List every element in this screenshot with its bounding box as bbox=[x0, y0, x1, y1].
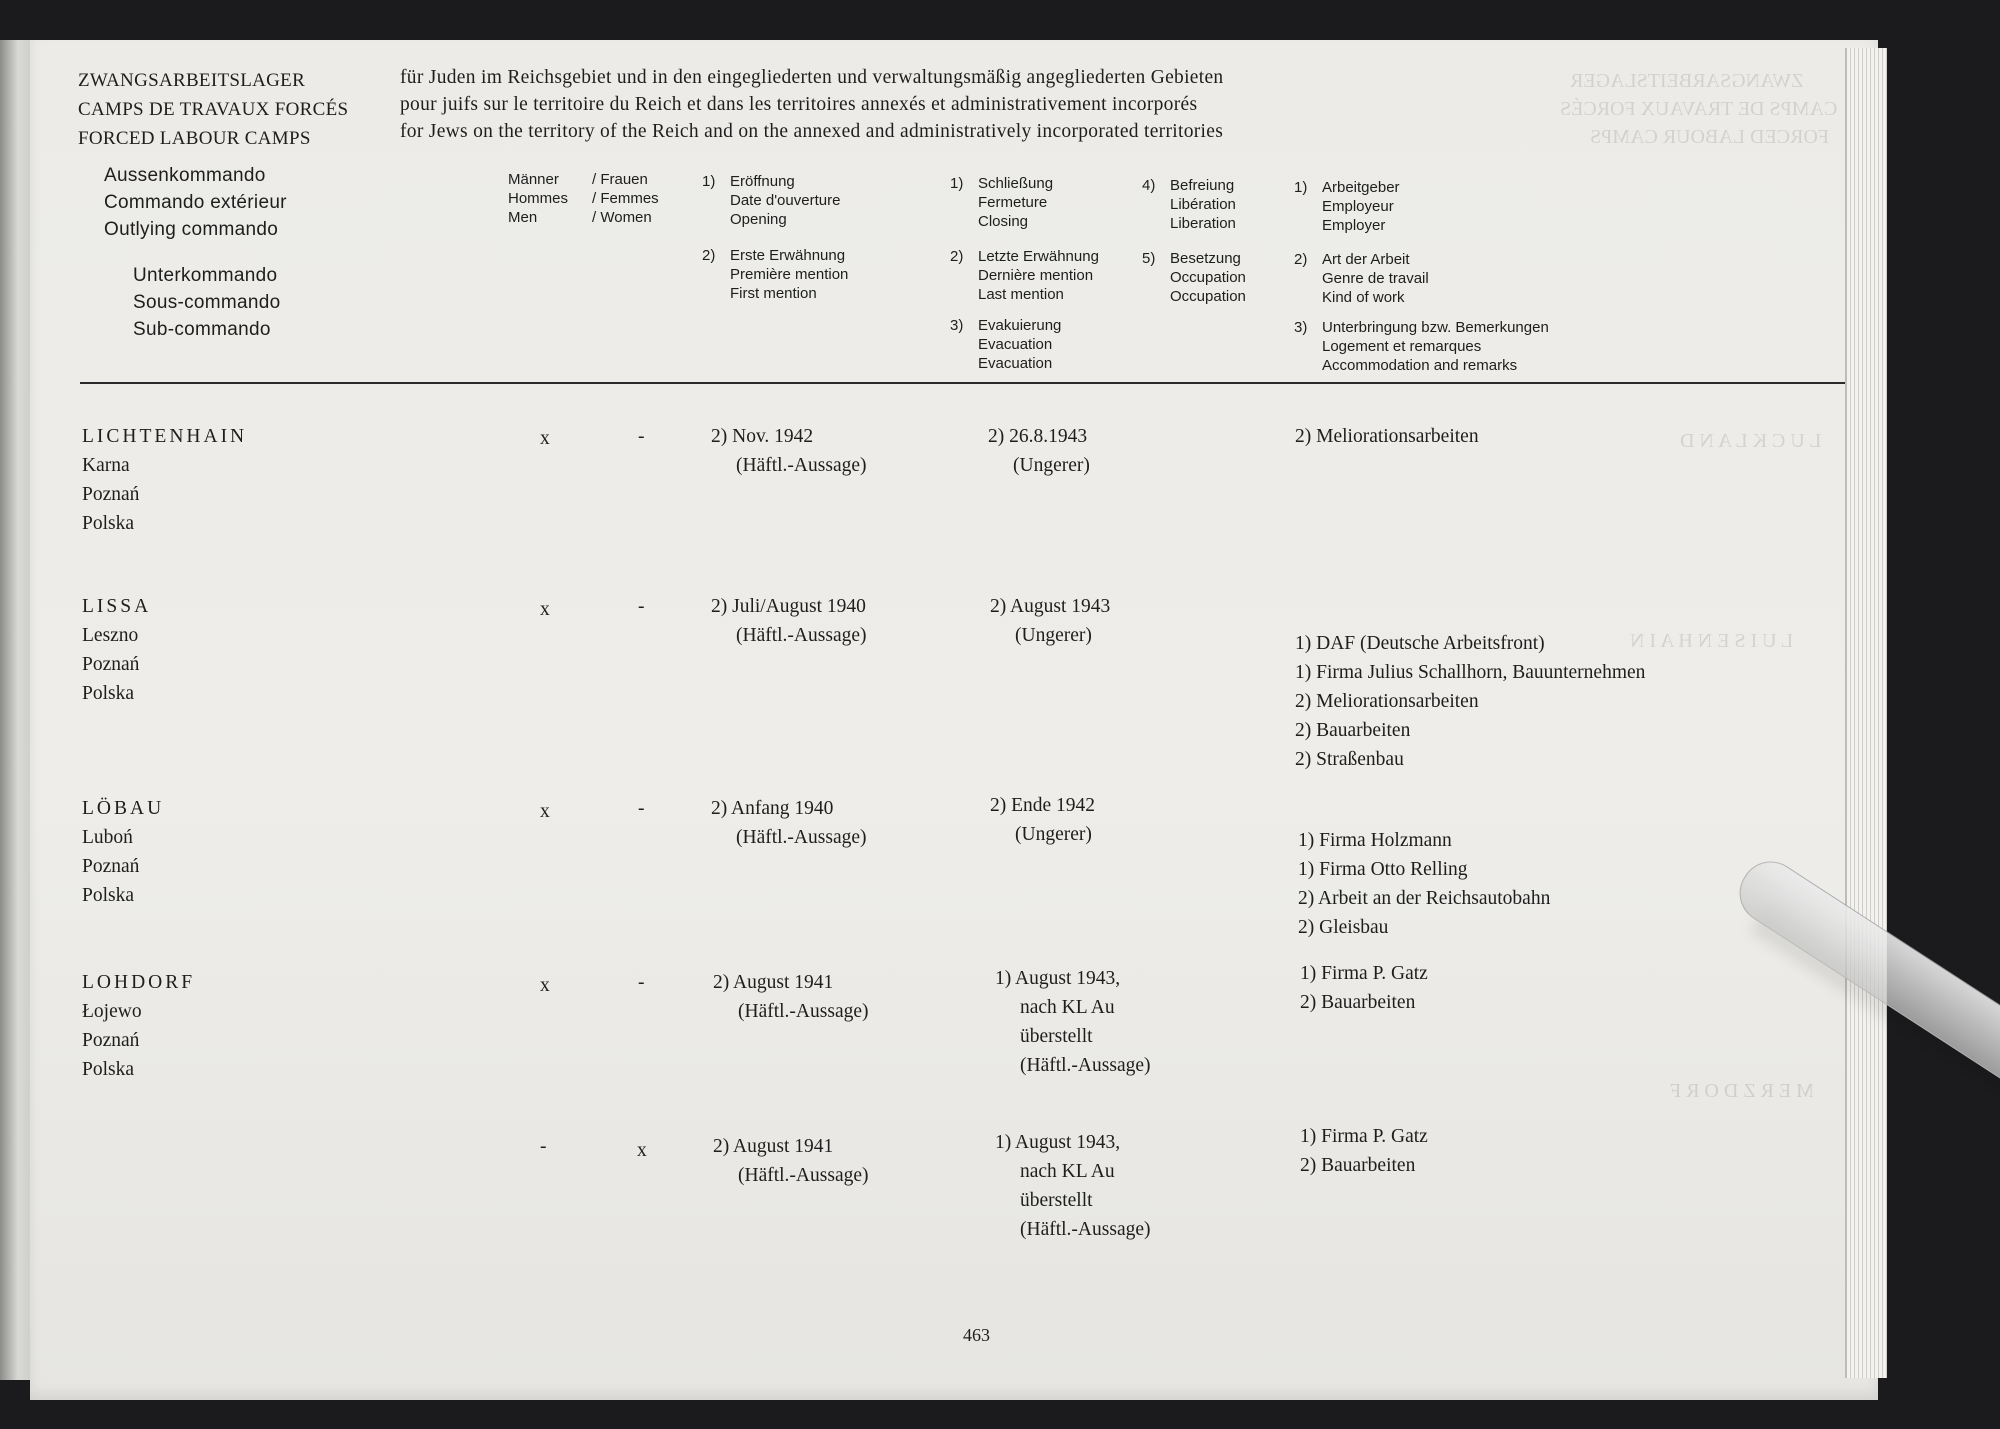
closed-date: 2) Ende 1942 bbox=[990, 795, 1096, 816]
col-accommodation-en: Accommodation and remarks bbox=[1322, 357, 1518, 374]
page-stack-edge bbox=[1845, 48, 1887, 1378]
work-item: 2) Bauarbeiten bbox=[1295, 720, 1411, 741]
closed-cell bbox=[995, 964, 1151, 1080]
col-last-mention-num: 2) bbox=[950, 248, 964, 265]
col-men-en: Men bbox=[508, 209, 538, 226]
country-name: Polska bbox=[82, 885, 135, 906]
work-cell bbox=[1298, 826, 1550, 942]
closed-note: überstellt bbox=[1020, 1190, 1093, 1211]
work-item: 2) Arbeit an der Reichsautobahn bbox=[1298, 888, 1551, 909]
closed-date: 2) 26.8.1943 bbox=[988, 426, 1088, 447]
col-evacuation-en: Evacuation bbox=[978, 355, 1053, 372]
unterkommando-fr: Sous-commando bbox=[133, 292, 281, 313]
region-name: Poznań bbox=[82, 484, 140, 505]
opened-cell bbox=[711, 422, 867, 480]
men-mark: - bbox=[540, 1136, 547, 1157]
col-accommodation-de: Unterbringung bzw. Bemerkungen bbox=[1322, 319, 1549, 336]
facing-page-edge bbox=[0, 40, 30, 1380]
col-accommodation-num: 3) bbox=[1294, 319, 1308, 336]
col-employer-en: Employer bbox=[1322, 217, 1386, 234]
men-mark: x bbox=[540, 599, 550, 620]
description-en: for Jews on the territory of the Reich and on the annexed and administratively incorporated territories bbox=[400, 121, 1224, 142]
camp-name: LOHDORF bbox=[82, 972, 196, 993]
opened-cell bbox=[711, 794, 867, 852]
opened-cell bbox=[713, 968, 869, 1026]
closed-cell bbox=[990, 791, 1095, 849]
col-men-fr: Hommes bbox=[508, 190, 569, 207]
place-name: Leszno bbox=[82, 625, 139, 646]
col-occupation-en: Occupation bbox=[1170, 288, 1246, 305]
opened-source: (Häftl.-Aussage) bbox=[736, 827, 867, 848]
entry-lohdorf-location bbox=[82, 968, 195, 1084]
entry-lissa-location bbox=[82, 592, 151, 708]
col-first-mention-de: Erste Erwähnung bbox=[730, 247, 846, 264]
show-through: ZWANGSARBEITSLAGER CAMPS DE TRAVAUX FORCÉS FORCED LABOUR CAMPS L U C K L A N D L U I S E N H A I N M E R Z D O R F bbox=[1560, 70, 1838, 1102]
place-name: Karna bbox=[82, 455, 130, 476]
col-men-de: Männer bbox=[508, 171, 559, 188]
closed-date: 2) August 1943 bbox=[990, 596, 1111, 617]
entry-loebau-location bbox=[82, 794, 164, 910]
opened-date: 2) Anfang 1940 bbox=[711, 798, 834, 819]
work-item: 1) Firma Julius Schallhorn, Bauunternehmen bbox=[1295, 662, 1646, 683]
closed-note: nach KL Au bbox=[1020, 1161, 1115, 1182]
unterkommando-en: Sub-commando bbox=[133, 319, 271, 340]
col-employer-fr: Employeur bbox=[1322, 198, 1394, 215]
col-opening-fr: Date d'ouverture bbox=[730, 192, 841, 209]
aussenkommando-en: Outlying commando bbox=[104, 219, 279, 240]
col-closing-fr: Fermeture bbox=[978, 194, 1048, 211]
col-occupation-fr: Occupation bbox=[1170, 269, 1246, 286]
col-closing-en: Closing bbox=[978, 213, 1029, 230]
description-block bbox=[400, 64, 1223, 145]
col-last-mention-de: Letzte Erwähnung bbox=[978, 248, 1099, 265]
opened-source: (Häftl.-Aussage) bbox=[736, 455, 867, 476]
work-item: 1) Firma Holzmann bbox=[1298, 830, 1452, 851]
women-mark: - bbox=[638, 972, 645, 993]
closed-cell bbox=[988, 422, 1090, 480]
unterkommando-legend bbox=[133, 262, 281, 343]
closed-note: nach KL Au bbox=[1020, 997, 1115, 1018]
work-item: 2) Bauarbeiten bbox=[1300, 1155, 1416, 1176]
work-item: 2) Meliorationsarbeiten bbox=[1295, 691, 1479, 712]
country-name: Polska bbox=[82, 1059, 135, 1080]
opened-source: (Häftl.-Aussage) bbox=[738, 1001, 869, 1022]
col-women-de: / Frauen bbox=[592, 171, 648, 188]
description-de: für Juden im Reichsgebiet und in den eingegliederten und verwaltungsmäßig angegliederten Gebieten bbox=[400, 67, 1224, 88]
work-cell bbox=[1295, 422, 1479, 451]
col-last-mention-fr: Dernière mention bbox=[978, 267, 1094, 284]
closed-cell bbox=[995, 1128, 1151, 1244]
col-evacuation-fr: Evacuation bbox=[978, 336, 1053, 353]
col-women-fr: / Femmes bbox=[592, 190, 659, 207]
entry-lichtenhain-location bbox=[82, 422, 247, 538]
women-mark: - bbox=[638, 426, 645, 447]
work-cell bbox=[1300, 1122, 1428, 1180]
country-name: Polska bbox=[82, 683, 135, 704]
men-mark: x bbox=[540, 801, 550, 822]
col-accommodation-fr: Logement et remarques bbox=[1322, 338, 1482, 355]
col-work-de: Art der Arbeit bbox=[1322, 251, 1410, 268]
closed-date: 1) August 1943, bbox=[995, 1132, 1121, 1153]
work-item: 2) Gleisbau bbox=[1298, 917, 1389, 938]
page-number: 463 bbox=[963, 1325, 990, 1345]
camp-name: LÖBAU bbox=[82, 798, 165, 819]
col-header-men bbox=[508, 170, 568, 227]
col-opening-num: 1) bbox=[702, 173, 716, 190]
place-name: Łojewo bbox=[82, 1001, 142, 1022]
col-women-en: / Women bbox=[592, 209, 652, 226]
opened-source: (Häftl.-Aussage) bbox=[738, 1165, 869, 1186]
region-name: Poznań bbox=[82, 1030, 140, 1051]
title-fr: CAMPS DE TRAVAUX FORCÉS bbox=[78, 99, 349, 120]
col-liberation-fr: Libération bbox=[1170, 196, 1236, 213]
col-liberation-de: Befreiung bbox=[1170, 177, 1235, 194]
women-mark: - bbox=[638, 798, 645, 819]
closed-source: (Häftl.-Aussage) bbox=[1020, 1055, 1151, 1076]
closed-date: 1) August 1943, bbox=[995, 968, 1121, 989]
work-item: 2) Straßenbau bbox=[1295, 749, 1404, 770]
opened-date: 2) August 1941 bbox=[713, 972, 834, 993]
col-liberation-num: 4) bbox=[1142, 177, 1156, 194]
col-occupation-num: 5) bbox=[1142, 250, 1156, 267]
col-work-fr: Genre de travail bbox=[1322, 270, 1429, 287]
opened-cell bbox=[713, 1132, 869, 1190]
col-employer-num: 1) bbox=[1294, 179, 1308, 196]
region-name: Poznań bbox=[82, 856, 140, 877]
col-first-mention-en: First mention bbox=[730, 285, 817, 302]
aussenkommando-de: Aussenkommando bbox=[104, 165, 266, 186]
header-divider bbox=[80, 382, 1855, 384]
closed-cell bbox=[990, 592, 1110, 650]
closed-source: (Ungerer) bbox=[1015, 824, 1092, 845]
col-first-mention-num: 2) bbox=[702, 247, 716, 264]
men-mark: x bbox=[540, 975, 550, 996]
camp-name: LICHTENHAIN bbox=[82, 426, 248, 447]
work-item: 1) Firma P. Gatz bbox=[1300, 1126, 1428, 1147]
description-fr: pour juifs sur le territoire du Reich et dans les territoires annexés et administrativement incorporés bbox=[400, 94, 1198, 115]
work-item: 1) Firma P. Gatz bbox=[1300, 963, 1428, 984]
work-item: 2) Bauarbeiten bbox=[1300, 992, 1416, 1013]
col-closing-num: 1) bbox=[950, 175, 964, 192]
women-mark: x bbox=[637, 1140, 647, 1161]
col-opening-en: Opening bbox=[730, 211, 787, 228]
work-item: 1) DAF (Deutsche Arbeitsfront) bbox=[1295, 633, 1545, 654]
col-header-women bbox=[592, 170, 659, 227]
col-last-mention-en: Last mention bbox=[978, 286, 1064, 303]
title-de: ZWANGSARBEITSLAGER bbox=[78, 70, 306, 91]
book-page bbox=[30, 40, 1878, 1400]
region-name: Poznań bbox=[82, 654, 140, 675]
opened-date: 2) Juli/August 1940 bbox=[711, 596, 866, 617]
col-evacuation-de: Evakuierung bbox=[978, 317, 1062, 334]
work-item: 1) Firma Otto Relling bbox=[1298, 859, 1468, 880]
closed-source: (Ungerer) bbox=[1015, 625, 1092, 646]
men-mark: x bbox=[540, 428, 550, 449]
closed-note: überstellt bbox=[1020, 1026, 1093, 1047]
col-occupation-de: Besetzung bbox=[1170, 250, 1241, 267]
camp-name: LISSA bbox=[82, 596, 152, 617]
work-cell bbox=[1295, 629, 1645, 774]
opened-source: (Häftl.-Aussage) bbox=[736, 625, 867, 646]
col-liberation-en: Liberation bbox=[1170, 215, 1236, 232]
work-cell bbox=[1300, 959, 1428, 1017]
unterkommando-de: Unterkommando bbox=[133, 265, 278, 286]
col-closing-de: Schließung bbox=[978, 175, 1054, 192]
opened-date: 2) August 1941 bbox=[713, 1136, 834, 1157]
aussenkommando-legend bbox=[104, 162, 287, 243]
title-en: FORCED LABOUR CAMPS bbox=[78, 128, 311, 149]
women-mark: - bbox=[638, 596, 645, 617]
col-evacuation-num: 3) bbox=[950, 317, 964, 334]
title-block bbox=[78, 66, 348, 153]
closed-source: (Häftl.-Aussage) bbox=[1020, 1219, 1151, 1240]
country-name: Polska bbox=[82, 513, 135, 534]
work-item: 2) Meliorationsarbeiten bbox=[1295, 426, 1479, 447]
closed-source: (Ungerer) bbox=[1013, 455, 1090, 476]
opened-cell bbox=[711, 592, 867, 650]
col-work-num: 2) bbox=[1294, 251, 1308, 268]
col-opening-de: Eröffnung bbox=[730, 173, 795, 190]
col-work-en: Kind of work bbox=[1322, 289, 1405, 306]
aussenkommando-fr: Commando extérieur bbox=[104, 192, 287, 213]
place-name: Luboń bbox=[82, 827, 133, 848]
col-first-mention-fr: Première mention bbox=[730, 266, 849, 283]
col-employer-de: Arbeitgeber bbox=[1322, 179, 1400, 196]
opened-date: 2) Nov. 1942 bbox=[711, 426, 814, 447]
